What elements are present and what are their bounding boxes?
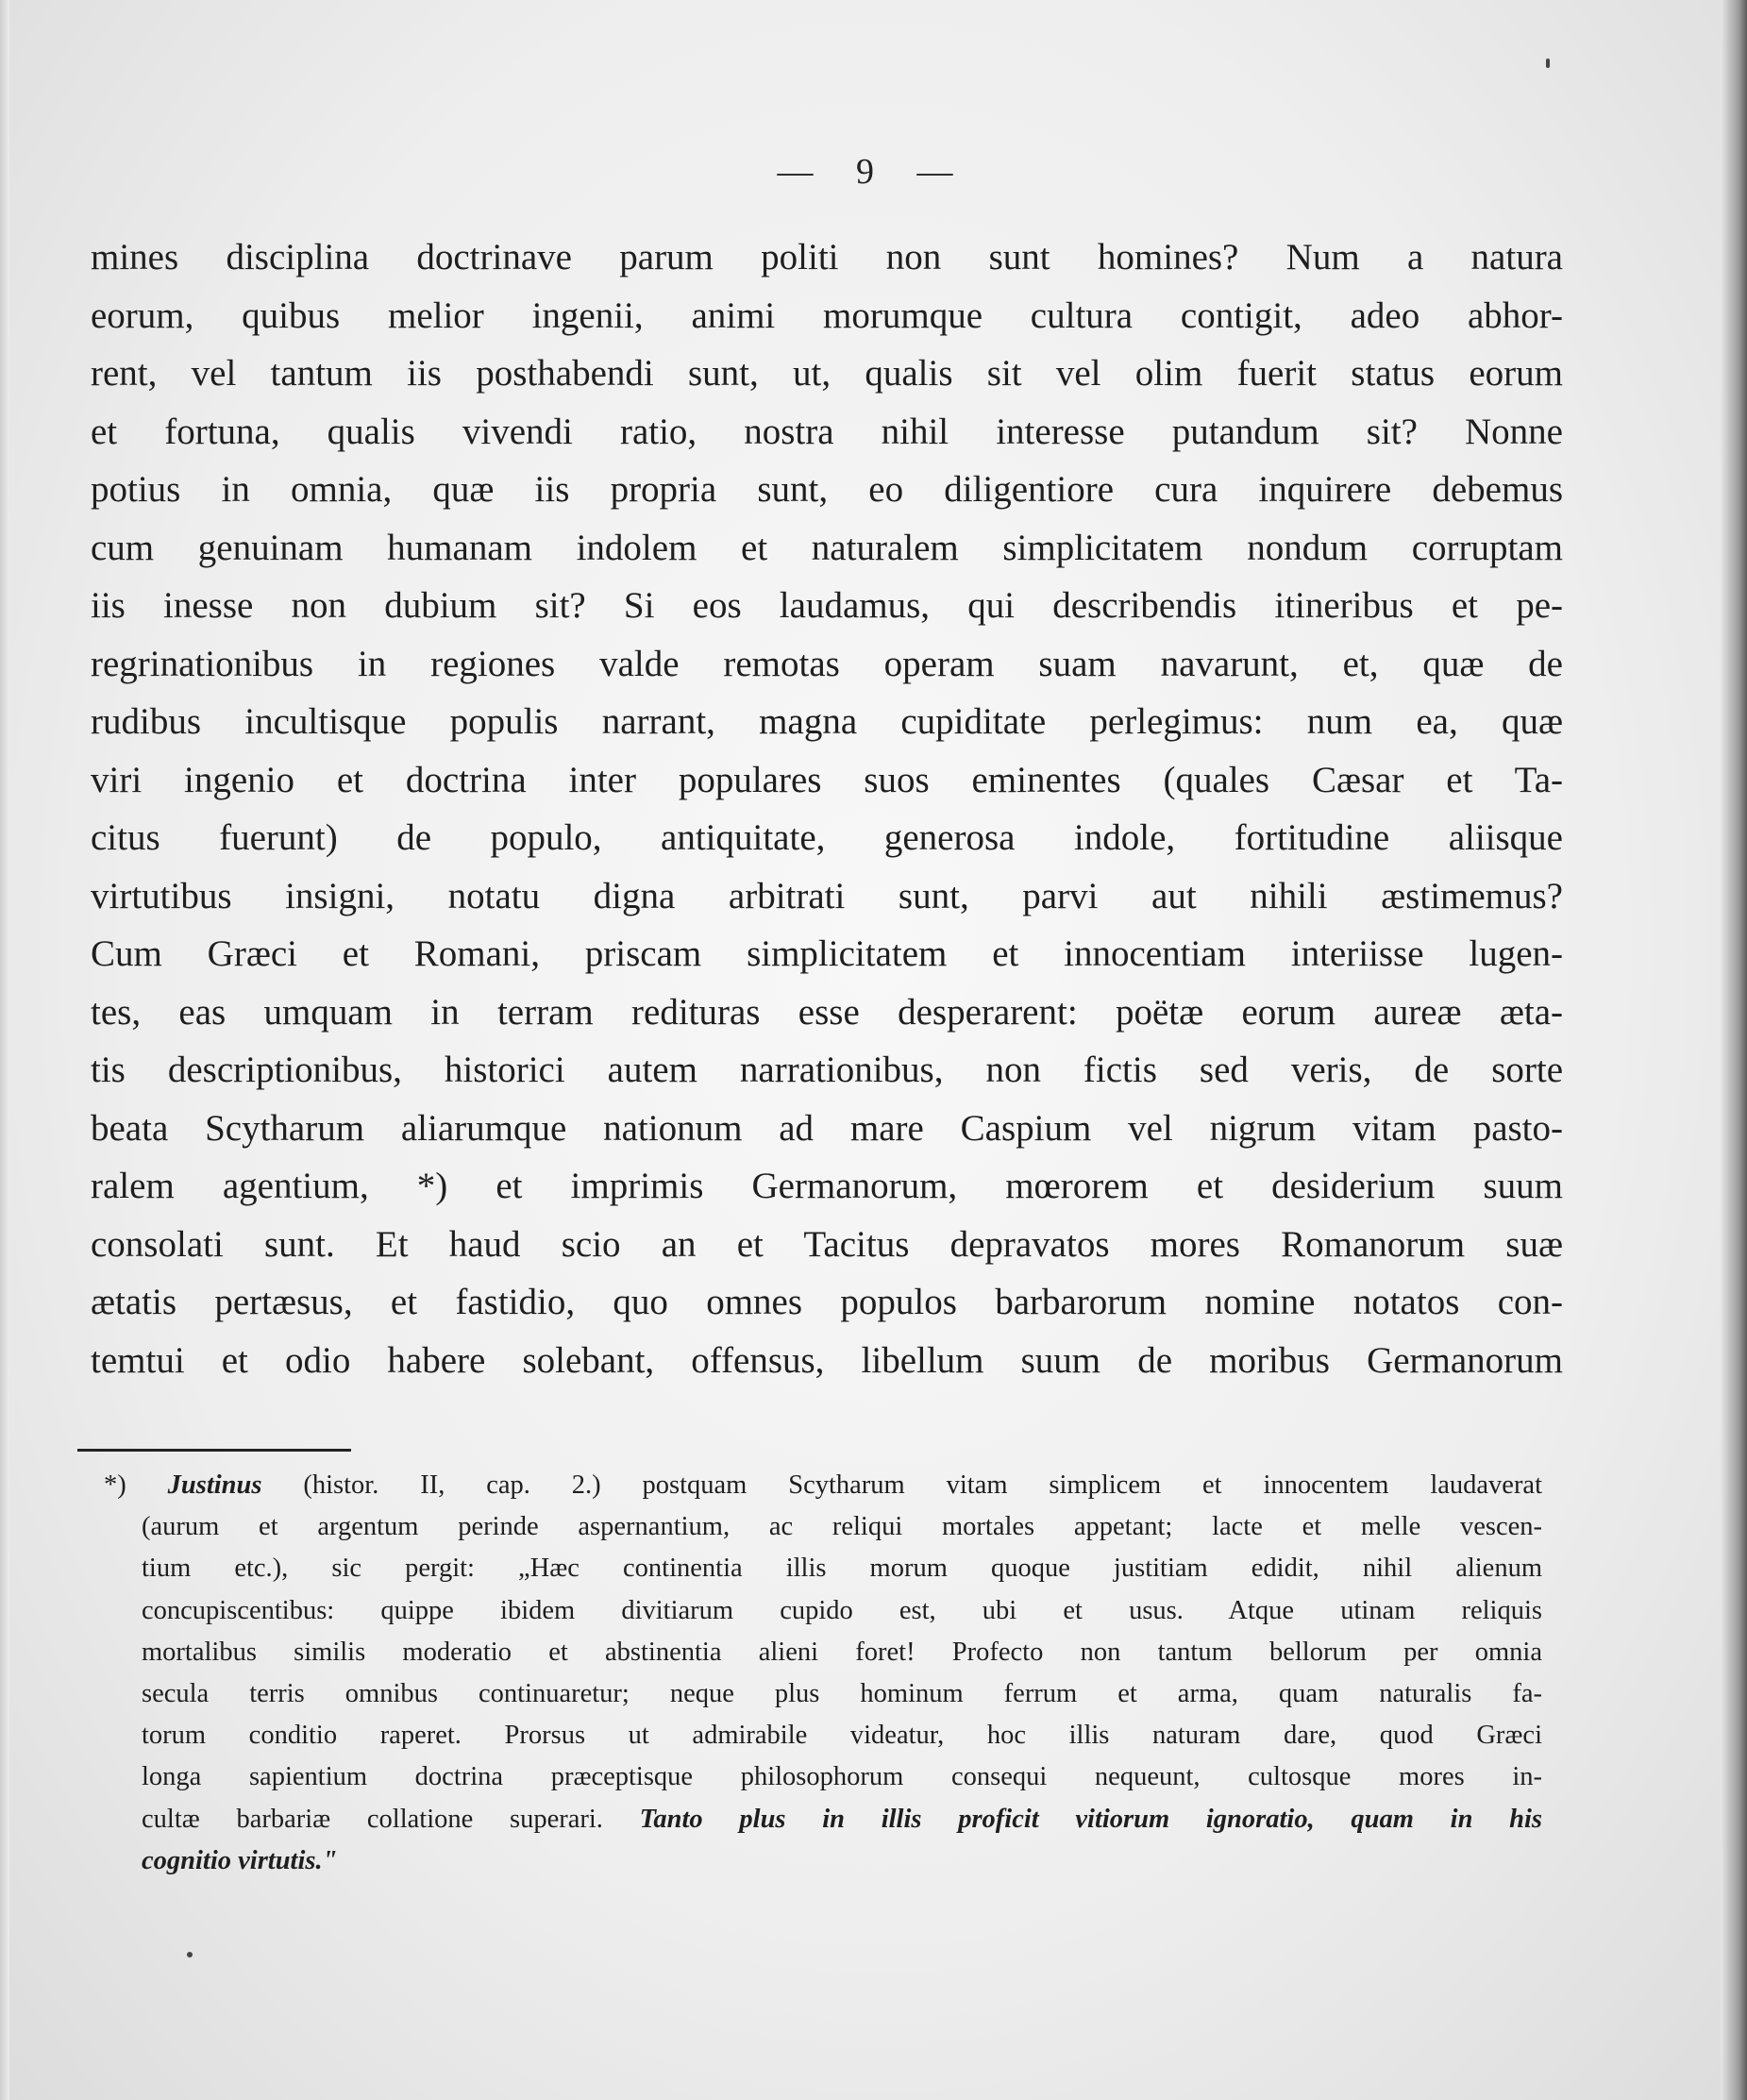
text-line: consolati sunt. Et haud scio an et Tacitus depravatos mores Romanorum suæ [91,1223,1563,1265]
footnote-italic-quote: Tanto plus in illis proficit vitiorum ignoratio, quam in his [639,1804,1543,1834]
footnote-author: Justinus [167,1470,262,1500]
page-number-header: — 9 — [777,152,970,192]
footnote-line: tium etc.), sic pergit: „Hæc continentia illis morum quoque justitiam edidit, nihil alienum [142,1554,1542,1584]
text-line: Cum Græci et Romani, priscam simplicitatem et innocentiam interiisse lugen- [91,933,1563,974]
footnote-line [106,1799,1542,1840]
text-line: beata Scytharum aliarumque nationum ad mare Caspium vel nigrum vitam pasto- [91,1107,1563,1149]
footnote-text: (histor. II, cap. 2.) postquam Scytharum vitam simplicem et innocentem laudaverat [303,1470,1542,1500]
footnote-line: mortalibus similis moderatio et abstinentia alieni foret! Profecto non tantum bellorum per omnia [142,1637,1542,1667]
main-text-block [91,228,1563,1389]
text-line: ralem agentium, *) et imprimis Germanorum, mœrorem et desiderium suum [91,1166,1563,1206]
text-line: rudibus incultisque populis narrant, magna cupiditate perlegimus: num ea, quæ [91,701,1563,742]
text-line: cum genuinam humanam indolem et naturalem simplicitatem nondum corruptam [91,527,1563,568]
text-line: viri ingenio et doctrina inter populares suos eminentes (quales Cæsar et Ta- [91,759,1563,800]
footnote-line [106,1840,1542,1882]
page-left-edge [0,0,9,2100]
footnote-line: (aurum et argentum perinde aspernantium, ac reliqui mortales appetant; lacte et melle vescen- [142,1512,1542,1542]
footnote-line: torum conditio raperet. Prorsus ut admirabile videatur, hoc illis naturam dare, quod Græci [142,1721,1542,1751]
footnote-marker: *) [104,1470,126,1500]
text-line: citus fuerunt) de populo, antiquitate, generosa indole, fortitudine aliisque [91,817,1563,858]
paper-speck [1546,59,1550,68]
footnote-line [104,1465,1542,1506]
footnote-line: longa sapientium doctrina præceptisque philosophorum consequi nequeunt, cultosque mores in- [142,1762,1542,1792]
text-line: regrinationibus in regiones valde remotas operam suam navarunt, et, quæ de [91,643,1563,684]
text-line: ætatis pertæsus, et fastidio, quo omnes populos barbarorum nomine notatos con- [91,1282,1563,1322]
footnote-text: cultæ barbariæ collatione superari. [142,1804,603,1834]
text-line: temtui et odio habere solebant, offensus, libellum suum de moribus Germanorum [91,1339,1563,1381]
text-line: iis inesse non dubium sit? Si eos laudamus, qui describendis itineribus et pe- [91,585,1563,626]
text-line: tes, eas umquam in terram redituras esse desperarent: poëtæ eorum aureæ æta- [91,991,1563,1033]
footnote-separator-rule [77,1449,351,1452]
text-line: et fortuna, qualis vivendi ratio, nostra nihil interesse putandum sit? Nonne [91,411,1563,452]
text-line: tis descriptionibus, historici autem narrationibus, non fictis sed veris, de sorte [91,1050,1563,1090]
footnote-italic-quote: cognitio virtutis." [142,1845,338,1875]
text-line: potius in omnia, quæ iis propria sunt, eo diligentiore cura inquirere debemus [91,469,1563,510]
text-line: rent, vel tantum iis posthabendi sunt, ut, qualis sit vel olim fuerit status eorum [91,353,1563,394]
text-line: eorum, quibus melior ingenii, animi morumque cultura contigit, adeo abhor- [91,294,1563,336]
footnote-line: concupiscentibus: quippe ibidem divitiarum cupido est, ubi et usus. Atque utinam reliquis [142,1595,1542,1625]
page-right-edge-shadow [1721,0,1747,2100]
text-line: mines disciplina doctrinave parum politi non sunt homines? Num a natura [91,237,1563,277]
text-line: virtutibus insigni, notatu digna arbitrati sunt, parvi aut nihili æstimemus? [91,875,1563,916]
paper-speck [187,1952,193,1957]
footnote-line: secula terris omnibus continuaretur; neque plus hominum ferrum et arma, quam naturalis fa- [142,1678,1542,1708]
footnote-block [106,1465,1542,1882]
